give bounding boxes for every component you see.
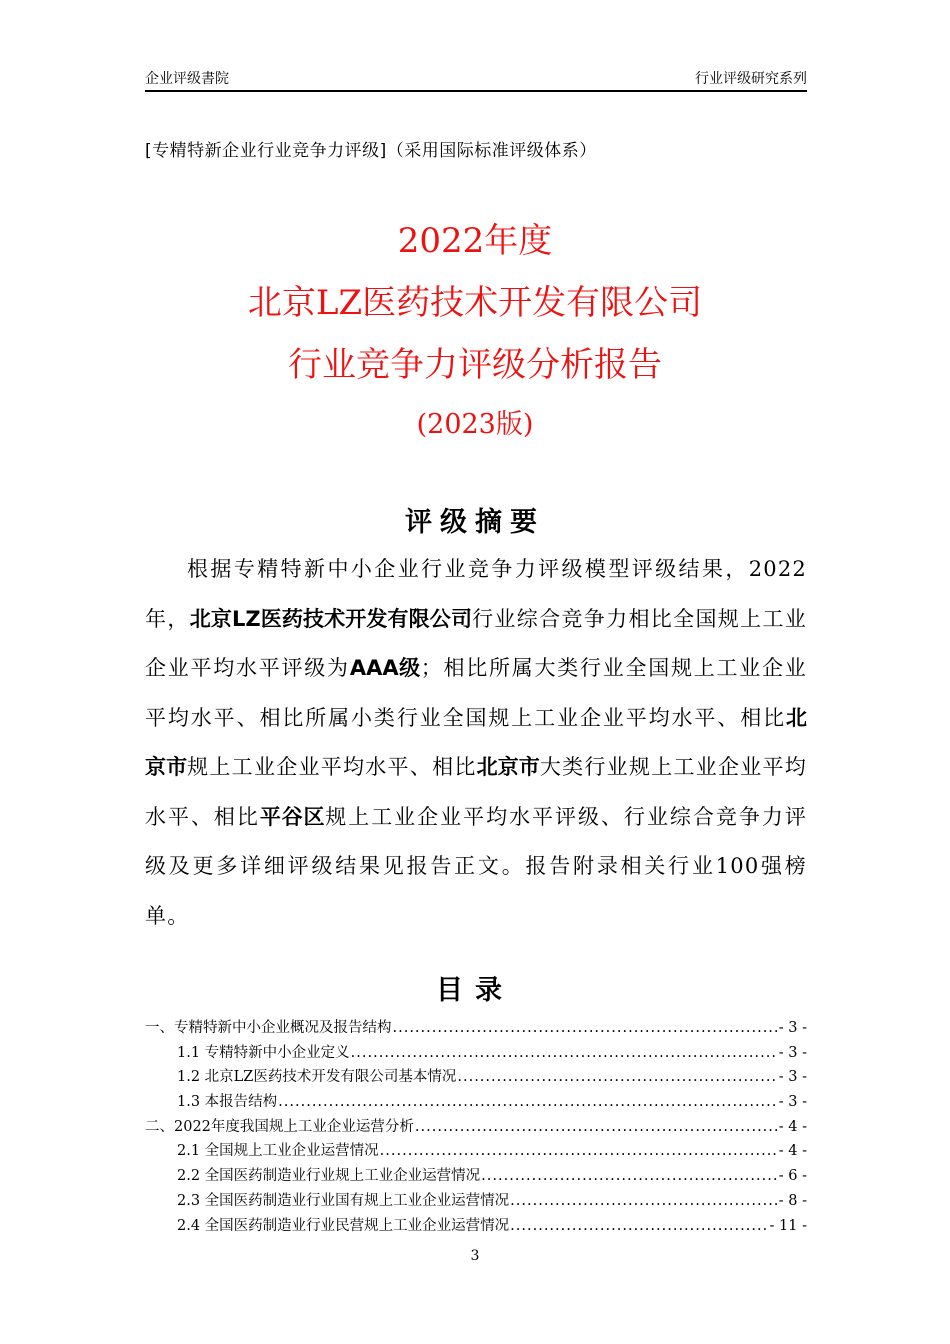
toc-leader-dots bbox=[457, 1069, 777, 1085]
toc-leader-dots bbox=[415, 1119, 778, 1135]
toc-entry-page: - 4 - bbox=[778, 1118, 807, 1135]
toc-entry-page: - 8 - bbox=[778, 1192, 807, 1209]
summary-text: ；相比所属大类行业全国规上工业企业平均水平、相比所属小类行业全国规上工业企业平均水平、相比 bbox=[145, 656, 807, 730]
toc-leader-dots bbox=[380, 1143, 778, 1159]
district-emphasis: 平谷区 bbox=[259, 804, 326, 829]
toc-leader-dots bbox=[278, 1094, 778, 1110]
summary-paragraph bbox=[145, 545, 807, 941]
page-header bbox=[145, 68, 807, 92]
toc-entry-label: 2.3 全国医药制造业行业国有规上工业企业运营情况 bbox=[177, 1192, 510, 1209]
city-emphasis: 北京市 bbox=[145, 705, 807, 779]
toc-entry-page: - 3 - bbox=[778, 1044, 807, 1061]
header-series: 行业评级研究系列 bbox=[695, 71, 807, 87]
report-tagline: [专精特新企业行业竞争力评级]（采用国际标准评级体系） bbox=[145, 141, 597, 161]
toc-leader-dots bbox=[510, 1218, 768, 1234]
toc-entry[interactable] bbox=[145, 1065, 807, 1090]
summary-heading: 评级摘要 bbox=[405, 507, 545, 538]
summary-text: 根据专精特新中小企业行业竞争力评级模型评级结果，2022年， bbox=[145, 557, 807, 631]
toc-heading: 目录 bbox=[436, 975, 514, 1006]
summary-text: 行业综合竞争力相比全国规上工业企业平均水平评级为 bbox=[145, 606, 808, 680]
title-report-name: 行业竞争力评级分析报告 bbox=[288, 345, 662, 385]
toc-entry[interactable] bbox=[145, 1189, 807, 1214]
toc-entry-label: 二、2022年度我国规上工业企业运营分析 bbox=[145, 1118, 414, 1135]
title-company: 北京LZ医药技术开发有限公司 bbox=[247, 283, 703, 323]
toc-entry-page: - 3 - bbox=[778, 1069, 807, 1086]
toc-entry-label: 2.4 全国医药制造业行业民营规上工业企业运营情况 bbox=[177, 1217, 510, 1234]
page-number: 3 bbox=[470, 1248, 480, 1264]
toc-entry-page: - 3 - bbox=[778, 1020, 807, 1036]
toc-entry-page: - 6 - bbox=[778, 1168, 807, 1185]
toc-entry[interactable] bbox=[145, 1041, 807, 1066]
toc-leader-dots bbox=[481, 1168, 778, 1184]
toc-entry-page: - 3 - bbox=[778, 1094, 807, 1111]
company-name-emphasis: 北京LZ医药技术开发有限公司 bbox=[189, 606, 473, 631]
toc-entry[interactable] bbox=[145, 1115, 807, 1140]
toc-leader-dots bbox=[351, 1045, 778, 1061]
summary-text: 规上工业企业平均水平、相比 bbox=[187, 755, 477, 779]
toc-leader-dots bbox=[393, 1020, 778, 1036]
toc-entry-label: 1.2 北京LZ医药技术开发有限公司基本情况 bbox=[177, 1069, 457, 1086]
title-edition: (2023版) bbox=[416, 409, 534, 440]
toc-entry[interactable] bbox=[145, 1214, 807, 1239]
toc-entry-page: - 11 - bbox=[769, 1217, 807, 1234]
toc-entry-page: - 4 - bbox=[778, 1143, 807, 1160]
toc-entry-label: 1.1 专精特新中小企业定义 bbox=[177, 1044, 350, 1061]
toc-entry[interactable] bbox=[145, 1164, 807, 1189]
table-of-contents bbox=[145, 1016, 807, 1238]
toc-entry-label: 1.3 本报告结构 bbox=[177, 1094, 278, 1111]
toc-entry[interactable] bbox=[145, 1090, 807, 1115]
header-publisher: 企业评级書院 bbox=[145, 71, 229, 87]
summary-text: 大类行业规上工业企业平均水平、相比 bbox=[145, 755, 808, 829]
toc-leader-dots bbox=[510, 1193, 778, 1209]
toc-entry-label: 一、专精特新中小企业概况及报告结构 bbox=[145, 1020, 392, 1036]
toc-entry[interactable] bbox=[145, 1016, 807, 1041]
summary-text: 规上工业企业平均水平评级、行业综合竞争力评级及更多详细评级结果见报告正文。报告附录相关行业100强榜单。 bbox=[145, 804, 808, 928]
toc-entry-label: 2.1 全国规上工业企业运营情况 bbox=[177, 1143, 379, 1160]
report-title bbox=[0, 210, 950, 454]
toc-entry[interactable] bbox=[145, 1139, 807, 1164]
city-emphasis: 北京市 bbox=[476, 755, 540, 779]
rating-emphasis: AAA级 bbox=[349, 656, 421, 680]
toc-entry-label: 2.2 全国医药制造业行业规上工业企业运营情况 bbox=[177, 1168, 481, 1185]
title-year: 2022年度 bbox=[397, 221, 553, 261]
